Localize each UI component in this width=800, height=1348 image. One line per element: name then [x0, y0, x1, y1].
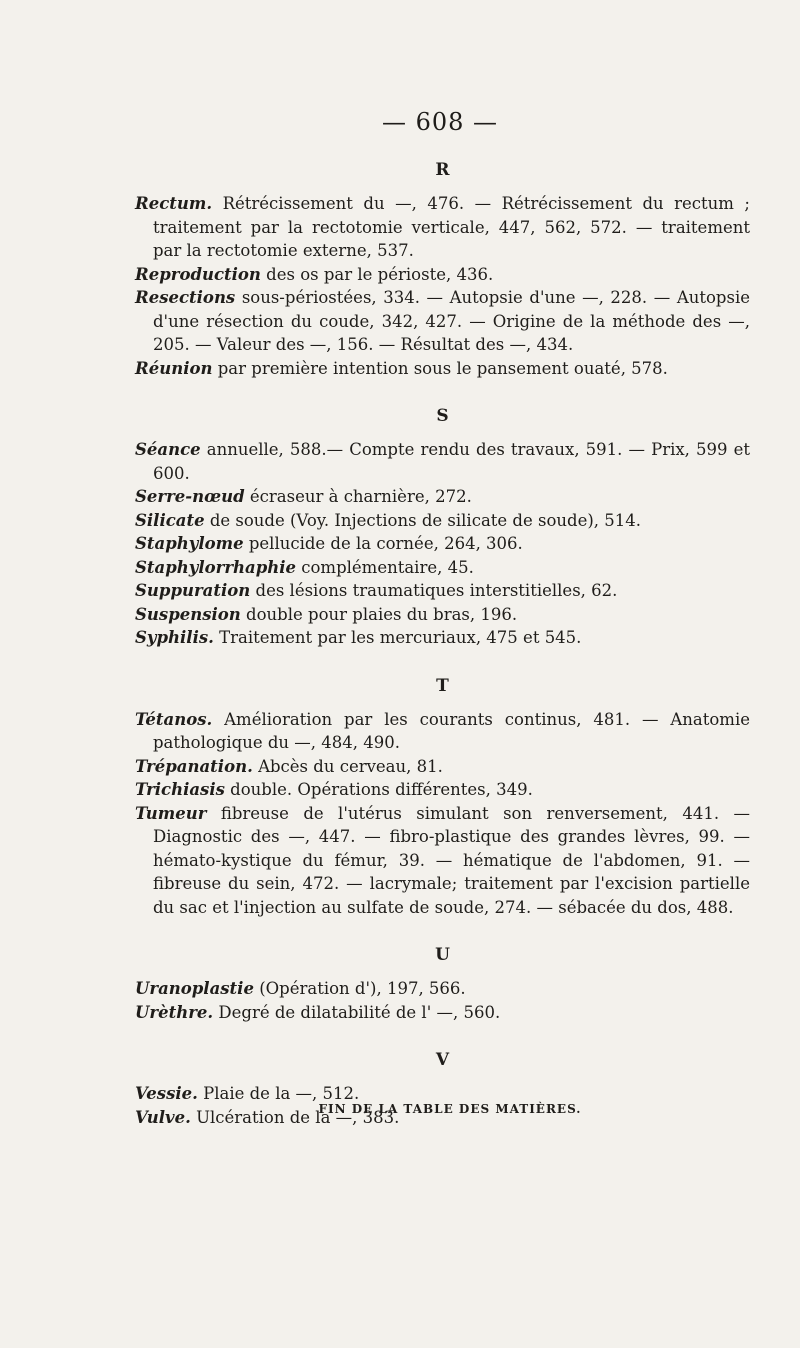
- index-entry: [135, 802, 750, 920]
- index-entry: [135, 626, 750, 650]
- section-u: [135, 945, 750, 1024]
- entry-term: Staphylome: [135, 534, 244, 553]
- section-letter: T: [436, 675, 449, 696]
- entry-text: Abcès du cerveau, 81.: [252, 756, 443, 776]
- section-s: [135, 406, 750, 650]
- index-entry: [135, 579, 750, 603]
- entry-term: Tétanos.: [135, 709, 213, 729]
- entry-text: écraseur à charnière, 272.: [244, 487, 472, 506]
- section-t: [135, 676, 750, 920]
- entry-term: Réunion: [135, 358, 213, 378]
- entry-term: Urèthre.: [135, 1002, 214, 1022]
- index-entry: [135, 1001, 750, 1025]
- entry-text: (Opération d'), 197, 566.: [253, 979, 466, 998]
- index-entry: [135, 438, 750, 485]
- entry-term: Suspension: [135, 604, 241, 624]
- index-entry: [135, 357, 750, 381]
- page-number: — 608 —: [381, 108, 499, 136]
- index-entry: [135, 977, 750, 1001]
- entry-text: par première intention sous le pansement ouaté, 578.: [212, 358, 668, 378]
- entry-term: Vulve.: [135, 1107, 191, 1127]
- index-entry: [135, 755, 750, 779]
- entry-text: double pour plaies du bras, 196.: [240, 604, 518, 624]
- index-entry: [135, 556, 750, 580]
- entry-text: des lésions traumatiques interstitielles, 62.: [250, 581, 618, 600]
- index-entry: [135, 532, 750, 556]
- section-letter: R: [435, 160, 450, 180]
- index-entry: [135, 286, 750, 357]
- entry-term: Reproduction: [135, 264, 261, 284]
- entry-text: pellucide de la cornée, 264, 306.: [243, 534, 523, 553]
- index-entry: [135, 263, 750, 287]
- index-content: [135, 160, 750, 1155]
- section-letter: S: [436, 406, 449, 426]
- entry-text: Plaie de la —, 512.: [197, 1084, 360, 1103]
- entry-term: Vessie.: [135, 1084, 198, 1103]
- entry-text: Ulcération de la —, 383.: [190, 1107, 400, 1127]
- entry-text: fibreuse de l'utérus simulant son renversement, 441. — Diagnostic des —, 447. — fibro-plastique des grandes lèvres, 99. — hémato-kystique du fémur, 39. — hématique de l'abdomen, 91. — fibreuse du sein, 472. — lacrymale; traitement par l'excision partielle du sac et l'injection au sulfate de soude, 274. — sébacée du dos, 488.: [153, 803, 750, 917]
- entry-term: Rectum.: [135, 194, 213, 213]
- index-entry: [135, 485, 750, 509]
- entry-text: Degré de dilatabilité de l' —, 560.: [213, 1002, 501, 1022]
- end-of-table-note: [0, 1102, 700, 1116]
- section-v: [135, 1050, 750, 1129]
- entry-text: de soude (Voy. Injections de silicate de soude), 514.: [204, 510, 642, 530]
- index-entry: [135, 708, 750, 755]
- section-letter: U: [435, 945, 450, 965]
- entry-term: Trépanation.: [135, 756, 253, 776]
- entry-term: Suppuration: [135, 581, 251, 600]
- entry-text: sous-périostées, 334. — Autopsie d'une —, 228. — Autopsie d'une résection du coude, 342, 427. — Origine de la méthode des —, 205. — Valeur des —, 156. — Résultat des —, 434.: [153, 288, 750, 354]
- index-entry: [135, 778, 750, 802]
- entry-term: Resections: [135, 288, 236, 307]
- entry-term: Staphylorrhaphie: [135, 557, 296, 577]
- entry-term: Séance: [135, 440, 201, 459]
- entry-text: complémentaire, 45.: [296, 557, 474, 577]
- entry-term: Trichiasis: [135, 780, 225, 799]
- entry-text: annuelle, 588.— Compte rendu des travaux, 591. — Prix, 599 et 600.: [153, 440, 750, 483]
- entry-text: Rétrécissement du —, 476. — Rétrécissement du rectum ; traitement par la rectotomie verticale, 447, 562, 572. — traitement par la rectotomie externe, 537.: [153, 194, 750, 260]
- end-of-table-text: FIN DE LA TABLE DES MATIÈRES.: [318, 1102, 582, 1116]
- entry-term: Uranoplastie: [135, 979, 254, 998]
- entry-text: double. Opérations différentes, 349.: [224, 780, 533, 799]
- section-r: [135, 160, 750, 380]
- entry-term: Serre-nœud: [135, 487, 245, 506]
- entry-term: Syphilis.: [135, 628, 214, 647]
- index-entry: [135, 192, 750, 263]
- entry-term: Silicate: [135, 510, 205, 530]
- entry-text: des os par le périoste, 436.: [260, 264, 494, 284]
- entry-text: Traitement par les mercuriaux, 475 et 545.: [213, 628, 582, 647]
- index-entry: [135, 603, 750, 627]
- entry-text: Amélioration par les courants continus, 481. — Anatomie pathologique du —, 484, 490.: [153, 709, 750, 752]
- index-entry: [135, 509, 750, 533]
- entry-term: Tumeur: [135, 803, 207, 823]
- section-letter: V: [435, 1050, 450, 1070]
